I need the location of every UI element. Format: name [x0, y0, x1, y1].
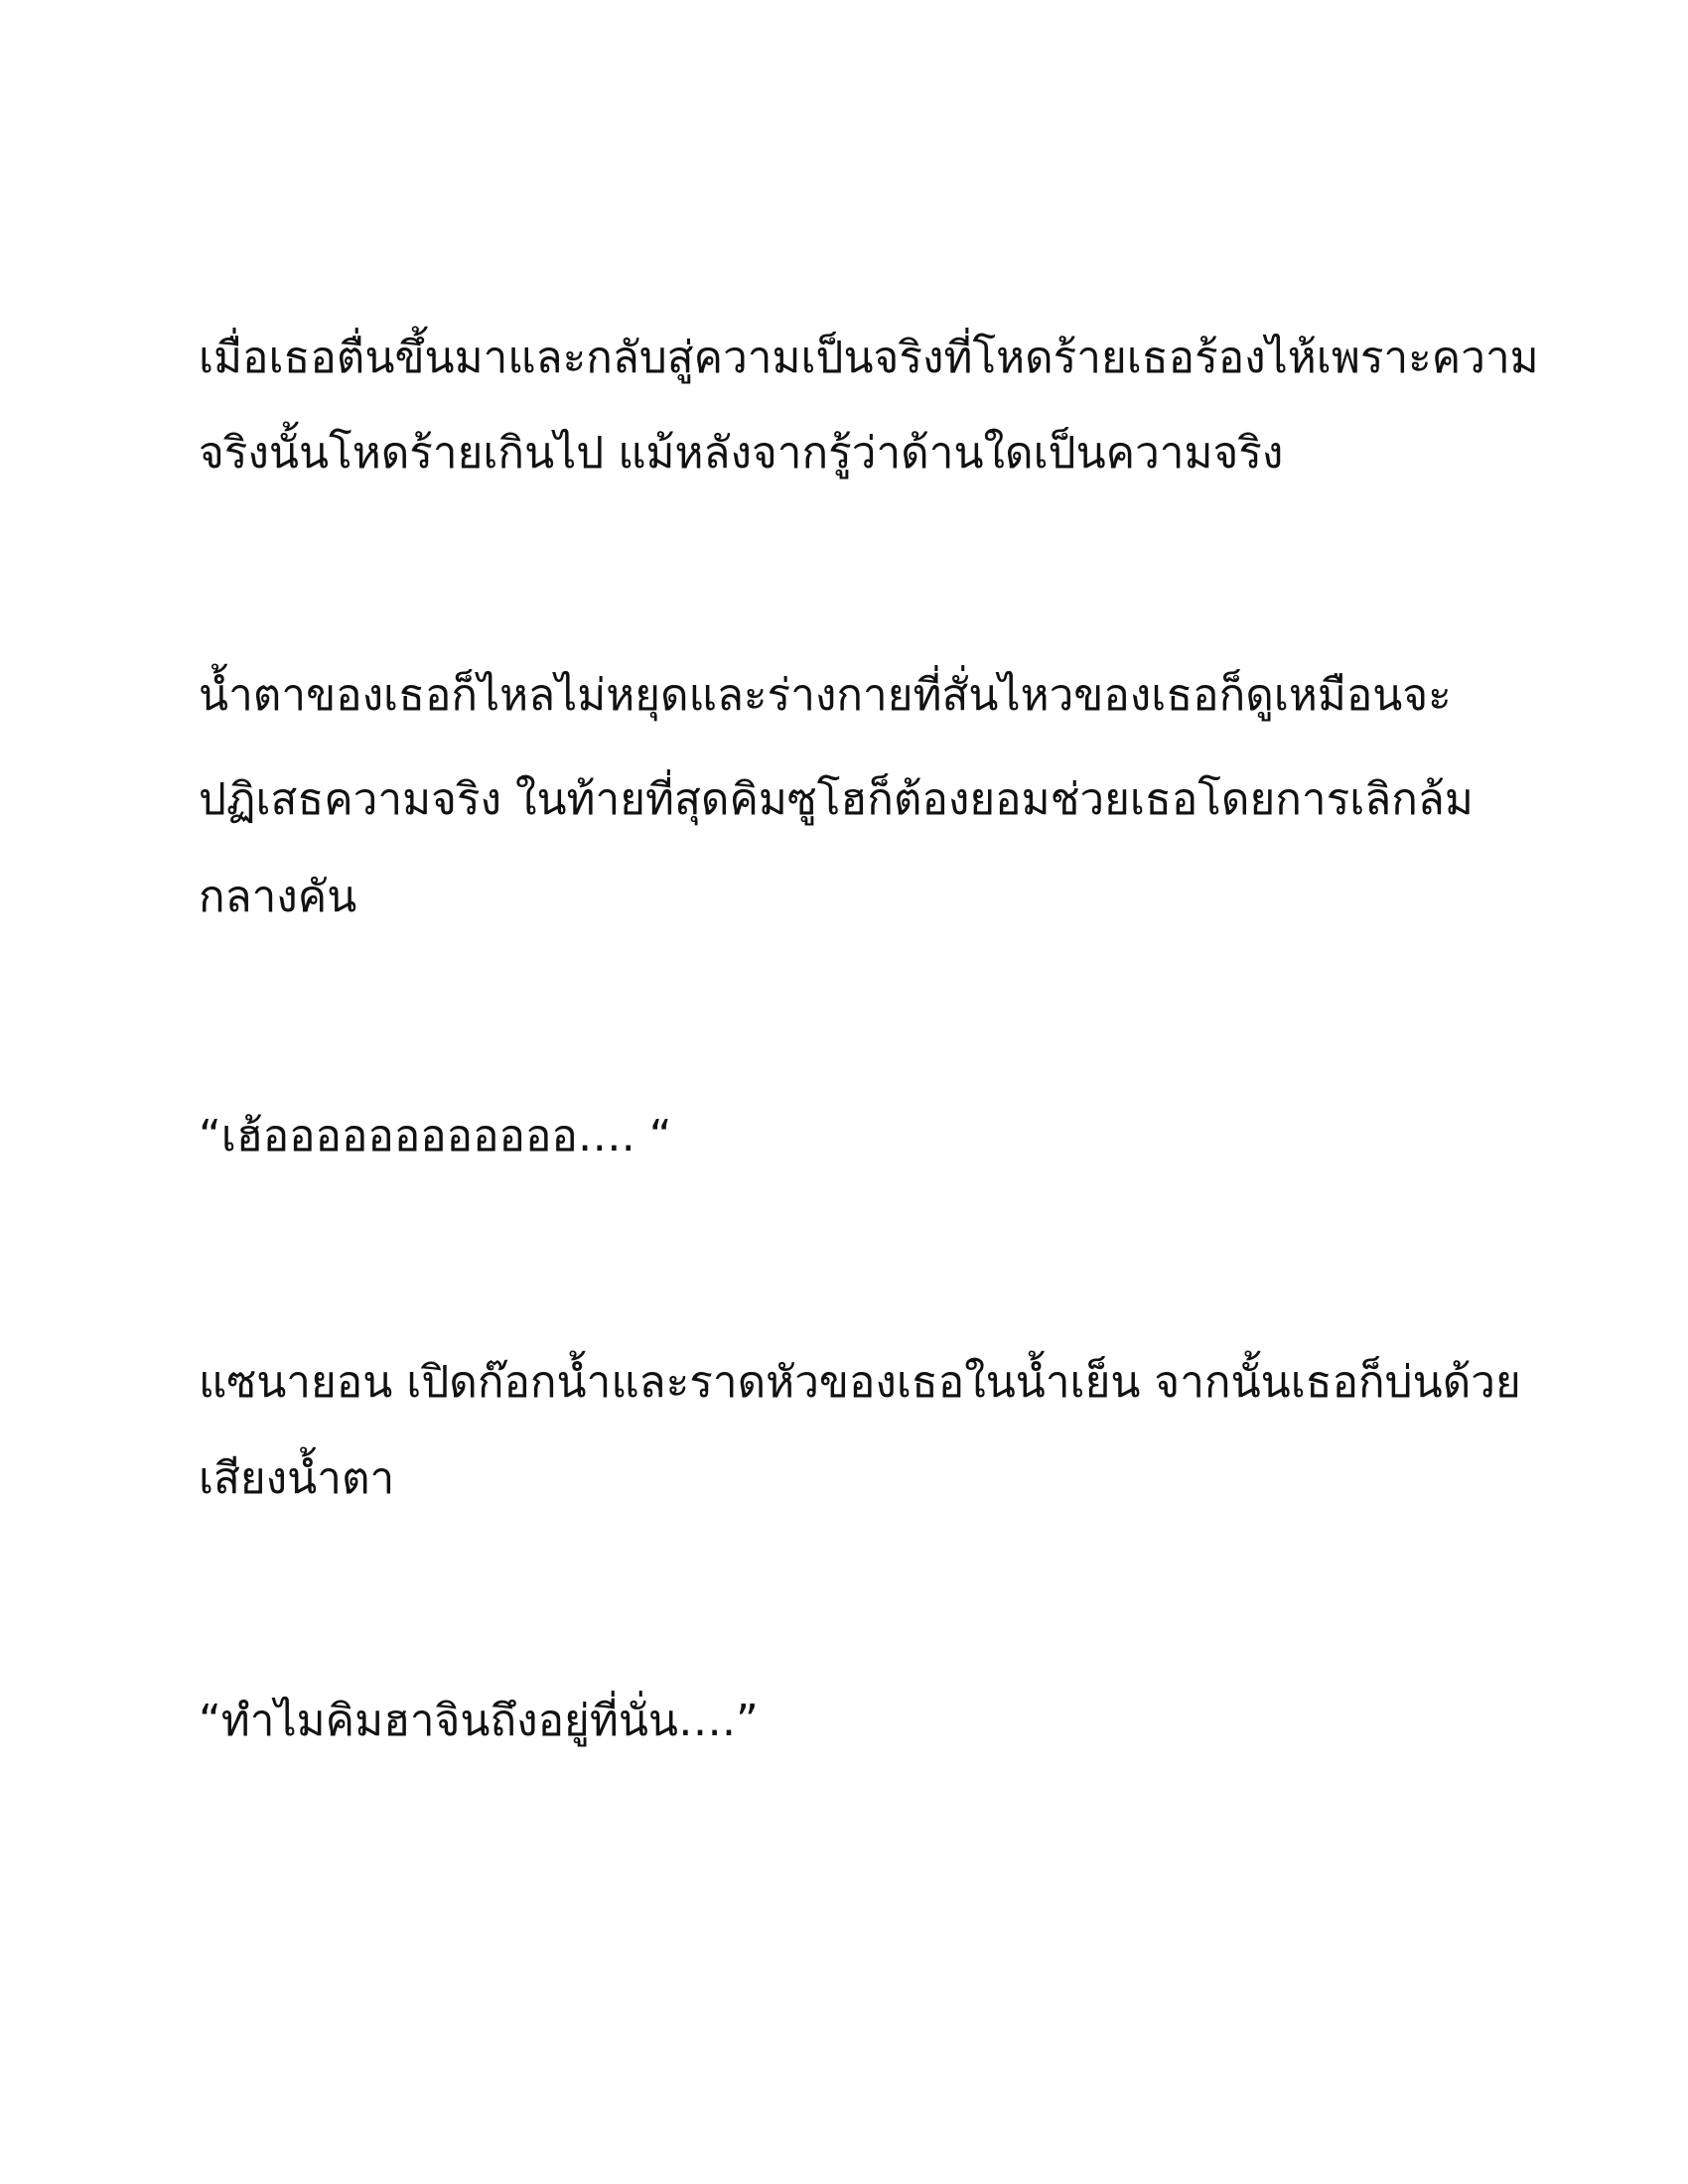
- paragraph-line: แซนายอน เปิดก๊อกน้ำและราดหัวของเธอในน้ำเย็น จากนั้นเธอก็บ่นด้วย: [199, 1357, 1521, 1408]
- dialogue-line: “เฮ้ออออออออออออ…. “: [199, 1111, 672, 1161]
- paragraph-line: กลางคัน: [199, 872, 357, 922]
- paragraph-line: น้ำตาของเธอก็ไหลไม่หยุดและร่างกายที่สั่นไหวของเธอก็ดูเหมือนจะ: [199, 670, 1452, 721]
- paragraph-line: เมื่อเธอตื่นขึ้นมาและกลับสู่ความเป็นจริงที่โหดร้ายเธอร้องไห้เพราะความ: [199, 333, 1539, 383]
- paragraph-line: ปฏิเสธความจริง ในท้ายที่สุดคิมซูโฮก็ต้องยอมช่วยเธอโดยการเลิกล้ม: [199, 774, 1474, 825]
- paragraph-line: จริงนั้นโหดร้ายเกินไป แม้หลังจากรู้ว่าด้านใดเป็นความจริง: [199, 428, 1284, 478]
- paragraph-line: เสียงน้ำตา: [199, 1453, 395, 1504]
- dialogue-line: “ทำไมคิมฮาจินถึงอยู่ที่นั่น….”: [199, 1696, 759, 1746]
